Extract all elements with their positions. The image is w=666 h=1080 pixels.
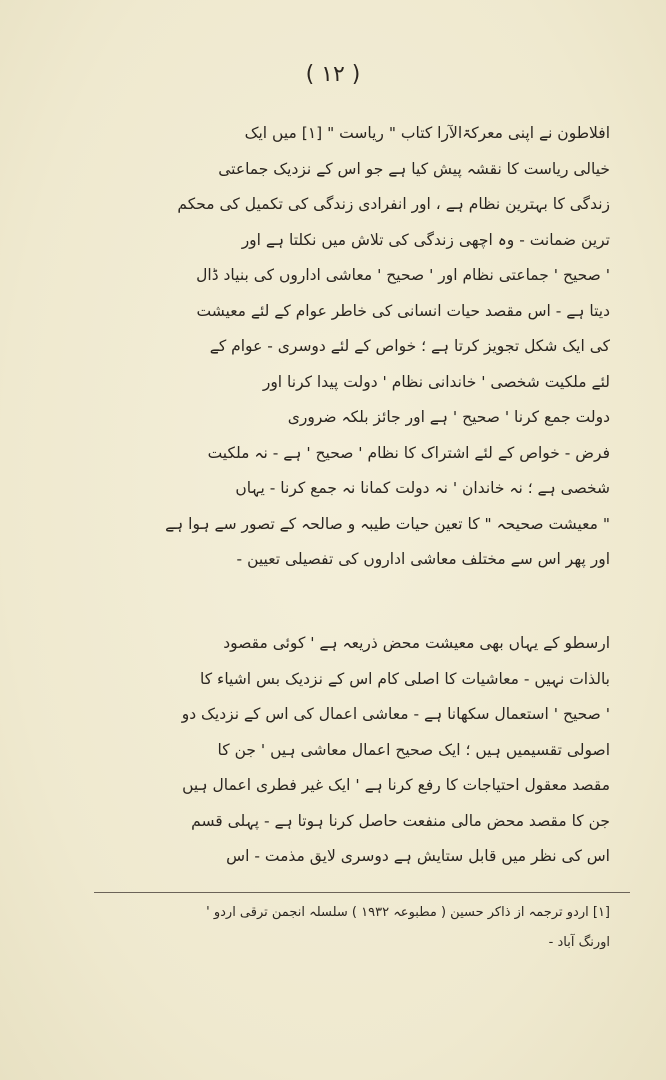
text-line: اور پھر اس سے مختلف معاشی اداروں کی تفصیلی تعیین -: [236, 550, 610, 568]
text-line: شخصی ہے ؛ نہ خاندان ' نہ دولت کمانا نہ جمع کرنا - یہاں: [235, 479, 610, 497]
text-line: دیتا ہے - اس مقصد حیات انسانی کی خاطر عوام کے لئے معیشت: [196, 301, 610, 320]
text-line: دولت جمع کرنا ' صحیح ' ہے اور جائز بلکہ ضروری: [287, 408, 610, 426]
paragraph-plato: [96, 116, 610, 578]
text-line: لئے ملکیت شخصی ' خاندانی نظام ' دولت پیدا کرنا اور: [262, 372, 610, 391]
text-line: " معیشت صحیحہ " کا تعین حیات طیبہ و صالحہ کے تصور سے ہوا ہے: [165, 514, 610, 533]
text-line: ترین ضمانت - وہ اچھی زندگی کی تلاش میں نکلتا ہے اور: [241, 230, 610, 249]
page-number: ( ۱۲ ): [305, 62, 361, 87]
text-line: جن کا مقصد محض مالی منفعت حاصل کرنا ہوتا ہے - پہلی قسم: [191, 811, 610, 830]
footnote-divider: [94, 892, 630, 893]
text-line: ' صحیح ' جماعتی نظام اور ' صحیح ' معاشی اداروں کی بنیاد ڈال: [196, 266, 610, 284]
text-line: اس کی نظر میں قابل ستایش ہے دوسری لایق مذمت - اس: [226, 847, 610, 865]
text-line: خیالی ریاست کا نقشہ پیش کیا ہے جو اس کے نزدیک جماعتی: [218, 159, 610, 178]
paragraph-aristotle: [96, 626, 610, 875]
text-line: افلاطون نے اپنی معرکۃالآرا کتاب " ریاست " [۱] میں ایک: [244, 124, 610, 142]
footnote: [96, 898, 610, 958]
text-line: بالذات نہیں - معاشیات کا اصلی کام اس کے نزدیک بس اشیاء کا: [200, 669, 610, 688]
text-line: ' صحیح ' استعمال سکھانا ہے - معاشی اعمال کی اس کے نزدیک دو: [181, 705, 610, 723]
text-line: ارسطو کے یہاں بھی معیشت محض ذریعہ ہے ' کوئی مقصود: [223, 634, 610, 652]
text-line: زندگی کا بہترین نظام ہے ، اور انفرادی زندگی کی تکمیل کی محکم: [177, 195, 610, 213]
text-line: اصولی تقسیمیں ہیں ؛ ایک صحیح اعمال معاشی ہیں ' جن کا: [217, 740, 610, 759]
footnote-line: [۱] اردو ترجمہ از ذاکر حسین ( مطبوعہ ۱۹۳۲ ) سلسلہ انجمن ترقی اردو ': [206, 905, 610, 920]
footnote-line: اورنگ آباد -: [548, 935, 610, 950]
text-line: کی ایک شکل تجویز کرتا ہے ؛ خواص کے لئے دوسری - عوام کے: [209, 337, 610, 355]
text-line: فرض - خواص کے لئے اشتراک کا نظام ' صحیح ' ہے - نہ ملکیت: [207, 443, 610, 462]
text-line: مقصد معقول احتیاجات کا رفع کرنا ہے ' ایک غیر فطری اعمال ہیں: [182, 776, 610, 794]
